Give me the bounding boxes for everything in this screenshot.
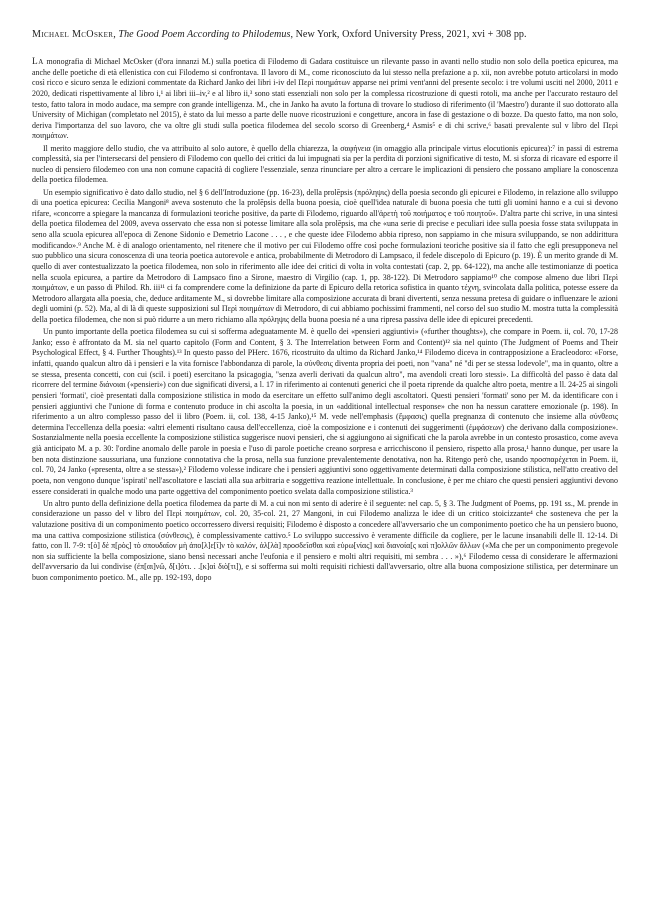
- paragraph-text: monografia di Michael McOsker (d'ora innanzi M.) sulla poetica di Filodemo di Gadara costituisce un rilevante passo in avanti nello studio non solo della poetica epicurea, ma anche delle poetiche di età ellenistica con cui Filodemo si confrontava. Il lavoro di M., come riconosciuto da lui stesso nella prefazione a p. xii, non avrebbe potuto articolarsi in modo così ricco e sicuro senza le edizioni commentate da Richard Janko dei libri i-iv del Περὶ ποιημάτων apparse nei primi vent'anni del presente secolo: i tre volumi usciti nel 2000, 2011 e 2020, dedicati rispettivamente al libro i,¹ ai libri iii–iv,² e al libro ii,³ sono stati essenziali non solo per la complessa ricostruzione di questi rotoli, ma anche per l'accurato restauro del testo, fatto talora in modo audace, ma sempre con grande intelligenza. M., che in Janko ha avuto la fortuna di trovare lo studioso di riferimento (il 'Maestro') durante il suo dottorato alla University of Michigan (completato nel 2015), è stato da lui messo a parte delle nuove ricostruzioni e congetture, ancora in fase di gestazione o di bozze. Da questo fatto, ma non solo, deriva l'importanza del suo lavoro, che va oltre gli studi sulla poetica filodemea del secolo scorso di Greenberg,⁴ Asmis⁵ e di chi scrive,⁶ basati prevalente sul v libro del Περὶ ποιημάτων.: [32, 57, 618, 141]
- paragraph: Un punto importante della poetica filodemea su cui si sofferma adeguatamente M. è quello dei «pensieri aggiuntivi» («further thoughts»), che compare in Poem. ii, col. 70, 17-28 Janko; esso è affrontato da M. sia nel quarto capitolo (Form and Content, § 3. The Interrelation between Form and Content)¹² sia nel quinto (The Judgment of Poems and Their Psychological Effect, § 4. Further Thoughts).¹³ In questo passo del PHerc. 1676, ricostruito da ultimo da Richard Janko,¹⁴ Filodemo diceva in contrapposizione a Eracleodoro: «Forse, infatti, quando qualcun altro dà i pensieri e la vita fornisce l'abbondanza di parole, la σύνθεσις diventa propria dei poeti, non "vana" né "di per se stessa lodevole", ma in quanto, oltre a se stessa, presenta concetti, con cui (scil. i poeti) esercitano la psicagogia, "senza averli derivati da qualcun altro", ma avendoli creati loro stessi». La difficoltà del passo è data dal ricorrere del termine διάνοιαι («pensieri») con due significati diversi, a l. 17 in riferimento ai contenuti generici che il poeta riprende da qualche altro poeta, mentre a ll. 24-25 ai singoli pensieri 'formati', cioè presentati dalla composizione stilistica in modo da esercitare un effetto sull'animo degli ascoltatori. Questi pensieri 'formati' sono per M. da identificare con i pensieri aggiuntivi che l'unione di forma e contenuto produce in chi ascolta la poesia, in un «additional intellectual response» che non ha nessun carattere emozionale (p. 198). In riferimento a un altro complesso passo del ii libro (Poem. ii, col. 138, 4-15 Janko),¹⁵ M. vede nell'emphasis (ἔμφασις) quella pregnanza di contenuto che insieme alla σύνθεσις determina l'eccellenza della poesia: «altri elementi risultano causa dell'eccellenza, cioè la composizione e i contenuti dei suggerimenti (ἐμφάσεων) che derivano dalla composizione». Sostanzialmente nella poesia eccellente la composizione stilistica suggerisce nuovi pensieri, che si aggiungono ai significati che la parola avrebbe in un contesto prosastico, come aveva già anticipato M. a p. 30: l'ordine anomalo delle parole in poesia e l'uso di parole poetiche creano sorpresa e arricchiscono il pensiero, rispetto alla prosa,¹ hanno dunque, per usare la ben nota distinzione saussuriana, una funzione connotativa che la prosa, nella sua funzione prevalentemente denotativa, non ha. Ritengo però che, usando προσπαρέχεται in Poem. ii, col. 70, 24 Janko («presenta, oltre a se stessa»),² Filodemo volesse indicare che i pensieri aggiuntivi sono oggettivamente determinati dalla composizione stilistica, nell'atto creativo del poeta, non vengono dunque 'ispirati' nell'ascoltatore e lasciati alla sua arbitraria e soggettiva reazione intellettuale. In conclusione, è per me chiaro che questi pensieri aggiuntivi devono essere considerati in qualche modo una parte oggettiva del componimento poetico svelata dalla composizione stilistica.³: [32, 327, 618, 496]
- paragraph: Un altro punto della definizione della poetica filodemea da parte di M. a cui non mi sento di aderire è il seguente: nel cap. 5, § 3. The Judgment of Poems, pp. 191 ss., M. prende in considerazione un passo del v libro del Περὶ ποιημάτων, col. 20, 35-col. 21, 27 Mangoni, in cui Filodemo analizza le idee di un critico stoicizzante⁴ che sosteneva che per la valutazione positiva di un componimento poetico occorressero diversi requisiti; Filodemo è disposto a concedere all'avversario che un componimento poetico che ha un pensiero buono, ma una cattiva composizione stilistica (σύνθεσις), è complessivamente cattivo.⁵ Lo sviluppo successivo è veramente difficile da cogliere, per le lacune insanabili delle ll. 12-14. Di fatto, con ll. 7-9: τ[ὸ] δὲ π[ρὸς] τὸ σπουδαῖον μὴ ἀπο[λ]ε[ῖ]ν τὸ καλόν, ἀλ[λὰ] προσδεῖσθαι καὶ εὑρω[νίας] καὶ διανοία[ς καὶ π]ολλῶν ἄλλων («Ma che per un componimento pregevole non sia sufficiente la bella composizione, siano bensì necessari anche l'eufonia e il pensiero e molti altri requisiti, mi sembra . . . »),⁶ Filodemo cessa di considerare le affermazioni dell'avversario da lui condivise (ἐπ[αι]νῶ, δ[ι]ότι. . .[κ]αὶ διὸ[τι]), e si sofferma sui molti requisiti richiesti dall'avversario, oltre alla buona composizione stilistica, per determinare un buon componimento poetico. M., alle pp. 192-193, dopo: [32, 498, 618, 582]
- review-body: [32, 57, 618, 584]
- review-page: [32, 28, 618, 584]
- paragraph: Un esempio significativo è dato dallo studio, nel § 6 dell'Introduzione (pp. 16-23), della prolēpsis (πρόληψις) della poesia secondo gli epicurei e Filodemo, in relazione allo sviluppo di una poetica epicurea: Cecilia Mangoni⁸ aveva sostenuto che la prolēpsis della buona poesia, cioè quell'idea naturale di buona poesia che tutti gli uomini hanno e a cui si devono rifare, «concorre a spiegare la mancanza di formulazioni teoriche positive, da parte di Filodemo, riguardo all'ἀρετὴ τοῦ ποιήματος e τοῦ ποιητοῦ». D'altra parte chi scrive, in una sintesi della poetica filodemea del 2009, aveva osservato che essa non si potesse limitare alla sola prolēpsis, ma che «una serie di precise e peculiari idee sulla poesia fosse stata sviluppata in seno alla scuola epicurea all'epoca di Zenone Sidonio e Demetrio Lacone . . . , e che queste idee Filodemo abbia ripreso, non sappiamo in che misura sviluppando, se non addirittura modificando».⁹ Anche M. è di analogo orientamento, nel ritenere che il motivo per cui Filodemo offre così poche formulazioni teoriche positive sia il fatto che egli presupponeva nel suo pubblico una sicura conoscenza di una teoria poetica autorevole e antica, probabilmente di Metrodoro di Lampsaco, il fedele discepolo di Epicuro (p. 19). È un merito grande di M. quello di aver contestualizzato la poetica filodemea, non solo in riferimento alle idee dei critici di volta in volta contestati (cap. 2, pp. 64-122), ma anche alle testimonianze di poetica nella scuola epicurea, a partire da Metrodoro di Lampsaco fino a Sirone, maestro di Virgilio (cap. 1, pp. 38-122). Di Metrodoro sappiamo¹⁰ che compose almeno due libri Περὶ ποιημάτων, e un passo di Philod. Rh. iii¹¹ ci fa comprendere come la definizione da parte di Epicuro della retorica sofistica in quanto τέχνη, svincolata dalla politica, potesse essere da Metrodoro allargata alla poesia, che, deduce arditamente M., si dovrebbe limitare alla composizione accurata di brani divertenti, senza nessuna pretesa di guidare o influenzare le azioni degli uomini (p. 52). Ma, al di là di queste supposizioni sul Περὶ ποιημάτων di Metrodoro, di cui abbiamo pochissimi frammenti, nel corso del suo studio M. mostra tutta la complessità della poetica filodemea, che non si può ridurre a un mero richiamo alla πρόληψις della buona poesia né a una ripresa passiva delle idee di epicurei precedenti.: [32, 187, 618, 324]
- paragraph: [32, 57, 618, 142]
- reviewed-book-title: The Good Poem According to Philodemus: [118, 29, 291, 40]
- header-separator: ,: [113, 29, 119, 40]
- reviewed-author: Michael McOsker: [32, 29, 114, 40]
- publication-details: , New York, Oxford University Press, 2021, xvi + 308 pp.: [290, 29, 527, 40]
- paragraph: Il merito maggiore dello studio, che va attribuito al solo autore, è quello della chiarezza, la σαφήνεια (in omaggio alla principale virtus elocutionis epicurea):⁷ in passi di estrema complessità, sia per l'intersecarsi del pensiero di Filodemo con quello dei critici da lui impugnati sia per la perdita di porzioni significative di testo, M. si sforza di ricavare ed esporre il nucleo di pensiero filodemeo con una non comune capacità di cogliere l'essenziale, senza rinunciare per altro a cercare le implicazioni di pensiero che possano ampliare la conoscenza della poetica filodemea.: [32, 143, 618, 185]
- initial-letters: La: [32, 57, 44, 67]
- review-header: [32, 28, 618, 41]
